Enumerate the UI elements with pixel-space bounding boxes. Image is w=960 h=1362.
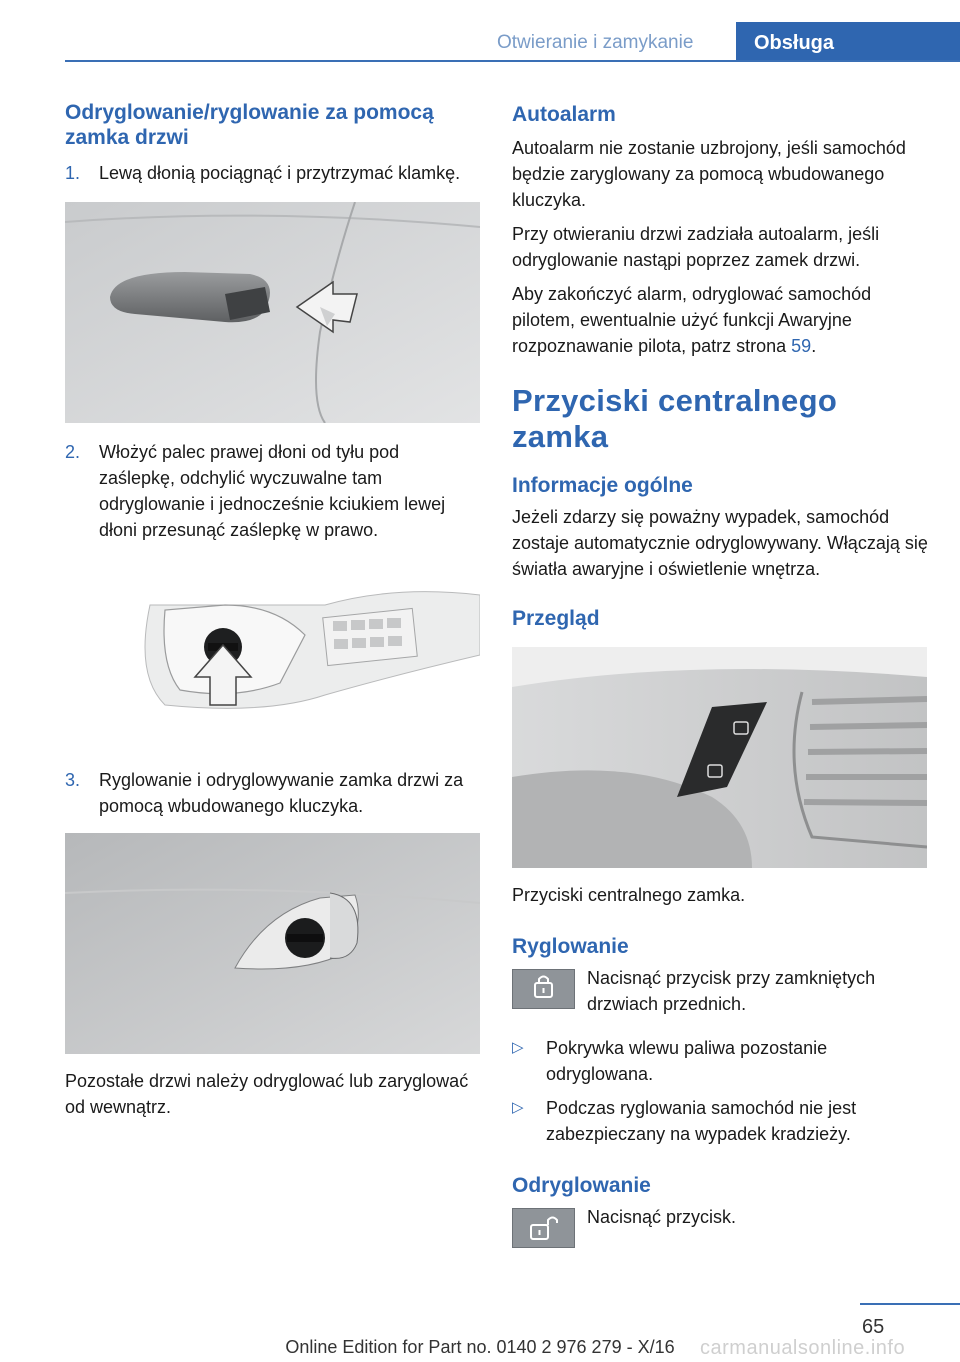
unlock-row bbox=[512, 1204, 932, 1256]
header-chapter-tab: Obsługa bbox=[736, 22, 960, 62]
general-info-text: Jeżeli zdarzy się poważny wypadek, samochód zostaje automatycznie odryglowywany. Włączają się światła awaryjne i oświetlenie wnętrza. bbox=[512, 507, 928, 579]
autoalarm-paragraph-2: Przy otwieraniu drzwi zadziała autoalarm, jeśli odryglowanie nastąpi poprzez zamek drzwi. bbox=[512, 224, 880, 270]
header-rule bbox=[65, 60, 960, 62]
autoalarm-paragraph-1: Autoalarm nie zostanie uzbrojony, jeśli samochód będzie zaryglowany za pomocą wbudowanego kluczyka. bbox=[512, 138, 906, 210]
lock-heading: Ryglowanie bbox=[512, 935, 629, 958]
autoalarm-heading: Autoalarm bbox=[512, 103, 616, 126]
lock-cap-photo bbox=[65, 565, 480, 745]
door-handle-photo bbox=[65, 202, 480, 423]
step-number: 2. bbox=[65, 442, 81, 462]
unlock-text: Nacisnąć przycisk. bbox=[587, 1207, 737, 1227]
bullet-theft-protection bbox=[512, 1095, 932, 1147]
page-59-link[interactable]: 59 bbox=[791, 336, 812, 356]
step-2 bbox=[65, 439, 480, 543]
step-text: Ryglowanie i odryglowywanie zamka drzwi za pomocą wbudowanego kluczyka. bbox=[99, 770, 464, 816]
overview-caption: Przyciski centralnego zamka. bbox=[512, 885, 746, 905]
autoalarm-paragraph-3-end: . bbox=[811, 336, 817, 356]
door-lock-heading: Odryglowanie/ryglowanie za pomocą zamka drzwi bbox=[65, 101, 434, 149]
keyhole-photo bbox=[65, 833, 480, 1054]
bullet-marker-icon: ▷ bbox=[512, 1039, 524, 1056]
step-number: 3. bbox=[65, 770, 81, 790]
central-locking-heading: Przyciski centralnego zamka bbox=[512, 383, 838, 454]
footer-rule bbox=[860, 1303, 960, 1305]
step-number: 1. bbox=[65, 163, 81, 183]
step-text: Włożyć palec prawej dłoni od tyłu pod zaślepkę, odchylić wyczuwalne tam odryglowanie i jednocześnie kciukiem lewej dłoni przesunąć zaślepkę w prawo. bbox=[99, 442, 446, 540]
footer-edition: Online Edition for Part no. 0140 2 976 279 - X/16 bbox=[285, 1337, 675, 1357]
autoalarm-paragraph-3 bbox=[512, 281, 932, 359]
watermark: carmanualsonline.info bbox=[700, 1337, 906, 1359]
unlock-heading: Odryglowanie bbox=[512, 1174, 651, 1197]
unlock-button-icon bbox=[512, 1208, 575, 1248]
step-1 bbox=[65, 160, 480, 186]
autoalarm-paragraph-3-text: Aby zakończyć alarm, odryglować samochód pilotem, ewentualnie użyć funkcji Awaryjne rozpoznawanie pilota, patrz strona bbox=[512, 284, 872, 356]
general-info-heading: Informacje ogólne bbox=[512, 474, 693, 497]
left-column bbox=[65, 100, 480, 1120]
page-number: 65 bbox=[862, 1316, 885, 1338]
step-text: Lewą dłonią pociągnąć i przytrzymać klamkę. bbox=[99, 163, 461, 183]
step-3 bbox=[65, 767, 480, 819]
bullet-text: Podczas ryglowania samochód nie jest zabezpieczany na wypadek kradzieży. bbox=[546, 1098, 857, 1144]
lock-text: Nacisnąć przycisk przy zamkniętych drzwiach przednich. bbox=[587, 968, 876, 1014]
right-column bbox=[512, 102, 932, 1256]
header-section-title: Otwieranie i zamykanie bbox=[497, 32, 694, 53]
central-lock-buttons-photo bbox=[512, 647, 927, 868]
lock-row bbox=[512, 965, 932, 1017]
overview-heading: Przegląd bbox=[512, 607, 600, 630]
bullet-marker-icon: ▷ bbox=[512, 1099, 524, 1116]
bullet-fuel-flap bbox=[512, 1035, 932, 1087]
lock-button-icon bbox=[512, 969, 575, 1009]
closing-paragraph: Pozostałe drzwi należy odryglować lub zaryglować od wewnątrz. bbox=[65, 1071, 469, 1117]
bullet-text: Pokrywka wlewu paliwa pozostanie odryglowana. bbox=[546, 1038, 828, 1084]
